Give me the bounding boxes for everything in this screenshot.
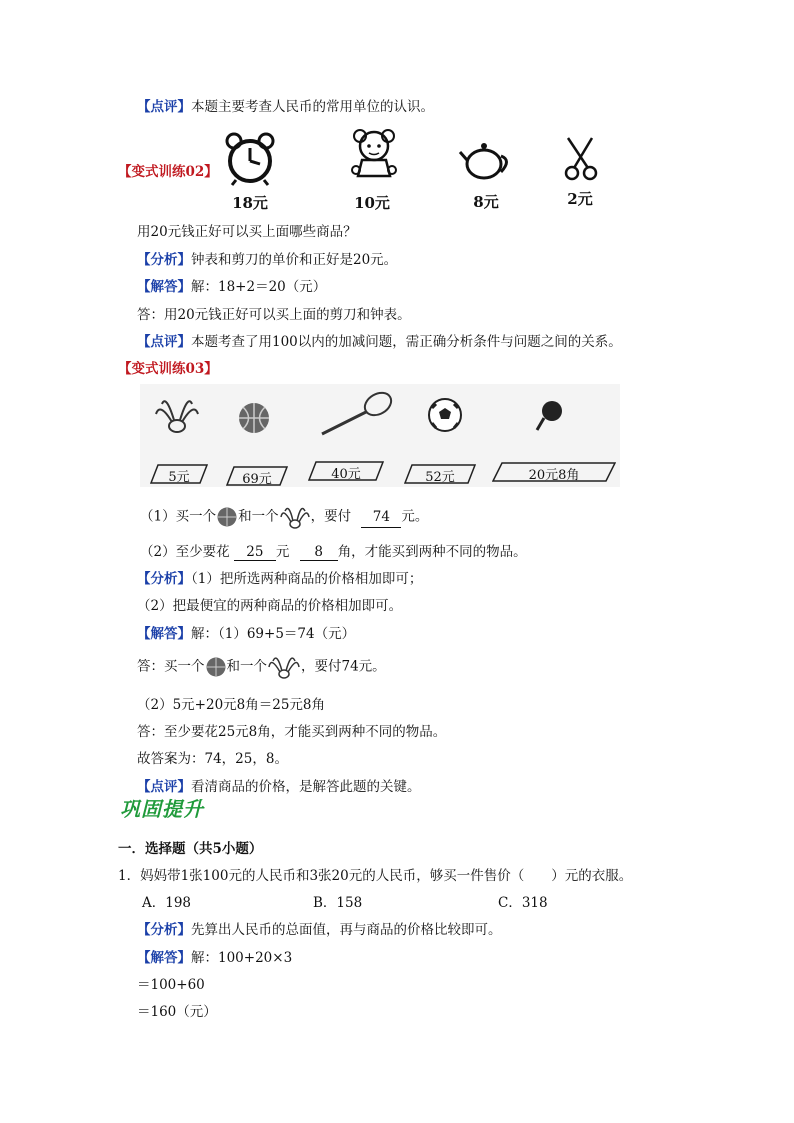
price-tag — [308, 461, 384, 481]
v03-analysis-2: （2）把最便宜的两种商品的价格相加即可。 — [137, 598, 403, 614]
analysis-text: 钟表和剪刀的单价和正好是20元。 — [191, 252, 398, 268]
answer-tag: 【解答】 — [137, 950, 191, 966]
price-label: 18元 — [232, 194, 268, 212]
q2-text-b: 元 — [275, 544, 290, 560]
answer-text: 解：18+2＝20（元） — [191, 279, 327, 295]
analysis-tag: 【分析】 — [137, 571, 191, 587]
q2-answer-blank-jiao: 8 — [300, 544, 338, 561]
reply1-text-b: 和一个 — [226, 658, 267, 675]
teapot-icon — [458, 138, 514, 182]
v02-reply: 答：用20元钱正好可以买上面的剪刀和钟表。 — [137, 307, 411, 323]
variant-03-tag: 【变式训练03】 — [118, 361, 218, 377]
scissors-icon — [560, 134, 600, 182]
toy-spider-icon — [152, 392, 202, 438]
v02-analysis-line — [137, 248, 397, 268]
price-tag — [150, 464, 208, 484]
price-tag-value: 52元 — [425, 470, 455, 485]
q1-text-d: 元。 — [401, 508, 429, 525]
option-a: A．198 — [142, 895, 192, 911]
variant-02-tag: 【变式训练02】 — [118, 164, 218, 180]
p1-answer-line — [137, 946, 292, 966]
soccer-ball-icon — [426, 396, 464, 434]
toy-spider-icon — [279, 503, 311, 531]
review-tag: 【点评】 — [137, 779, 191, 795]
review-tag: 【点评】 — [137, 334, 191, 350]
review-line — [137, 95, 434, 115]
q1-answer-blank: 74 — [361, 507, 401, 528]
option-c: C．318 — [498, 895, 548, 911]
q2-answer-blank-yuan: 25 — [234, 544, 276, 561]
v02-question: 用20元钱正好可以买上面哪些商品？ — [137, 224, 357, 240]
answer-text: 解：（1）69+5＝74（元） — [191, 626, 356, 642]
v03-reply-2: 答：至少要花25元8角，才能买到两种不同的物品。 — [137, 724, 447, 740]
v03-reply-1 — [137, 652, 386, 682]
answer-tag: 【解答】 — [137, 626, 191, 642]
price-label: 2元 — [567, 190, 593, 208]
badminton-racket-icon — [316, 388, 396, 440]
price-tag-value: 20元8角 — [528, 468, 580, 483]
basketball-icon — [205, 656, 227, 678]
price-tag — [226, 466, 288, 486]
q1-text-c: ，要付 — [310, 508, 352, 525]
q1-text-a: （1）买一个 — [140, 508, 217, 525]
price-tag-value: 69元 — [242, 472, 272, 487]
answer-tag: 【解答】 — [137, 279, 191, 295]
analysis-text: 先算出人民币的总面值，再与商品的价格比较即可。 — [191, 922, 502, 938]
ping-pong-paddle-icon — [534, 398, 566, 432]
doll-icon — [348, 126, 400, 184]
question-1: 1．妈妈带1张100元的人民币和3张20元的人民币，够买一件售价（ ）元的衣服。 — [118, 868, 633, 884]
v02-review-line — [137, 330, 622, 350]
price-label: 8元 — [473, 193, 499, 211]
toy-spider-icon — [267, 652, 301, 682]
price-tag — [404, 464, 476, 484]
part-heading: 一．选择题（共5小题） — [118, 841, 263, 857]
q2-text-a: （2）至少要花 — [140, 544, 230, 560]
p1-analysis-line — [137, 918, 502, 938]
v03-question-1 — [140, 503, 428, 531]
q1-text-b: 和一个 — [238, 508, 279, 525]
p1-step-2: ＝160（元） — [137, 1004, 217, 1020]
q2-text-c: 角，才能买到两种不同的物品。 — [337, 544, 527, 560]
v03-question-2 — [140, 540, 527, 561]
v03-review-line — [137, 775, 421, 795]
option-b: B．158 — [313, 895, 363, 911]
v02-answer-line — [137, 275, 326, 295]
review-text: 看清商品的价格，是解答此题的关键。 — [191, 779, 421, 795]
basketball-icon — [236, 400, 272, 436]
v03-answer-line — [137, 622, 355, 642]
review-tag: 【点评】 — [137, 99, 191, 115]
answer-text: 解：100+20×3 — [191, 950, 293, 966]
p1-step-1: ＝100+60 — [137, 977, 205, 993]
review-text: 本题考查了用100以内的加减问题，需正确分析条件与问题之间的关系。 — [191, 334, 622, 350]
price-tag-value: 5元 — [168, 470, 190, 485]
v03-analysis-line — [137, 567, 422, 587]
analysis-tag: 【分析】 — [137, 922, 191, 938]
reply1-text-c: ，要付74元。 — [301, 658, 386, 675]
section-title: 巩固提升 — [120, 797, 204, 821]
price-tag — [492, 462, 616, 482]
alarm-clock-icon — [222, 130, 278, 186]
price-label: 10元 — [354, 194, 390, 212]
analysis-tag: 【分析】 — [137, 252, 191, 268]
v03-final-answer: 故答案为：74，25，8。 — [137, 751, 288, 767]
review-text: 本题主要考查人民币的常用单位的认识。 — [191, 99, 434, 115]
analysis-text: （1）把所选两种商品的价格相加即可； — [191, 571, 423, 587]
price-tag-value: 40元 — [331, 467, 361, 482]
reply1-text-a: 答：买一个 — [137, 658, 205, 675]
basketball-icon — [216, 506, 238, 528]
v03-answer-2: （2）5元+20元8角＝25元8角 — [137, 697, 326, 713]
